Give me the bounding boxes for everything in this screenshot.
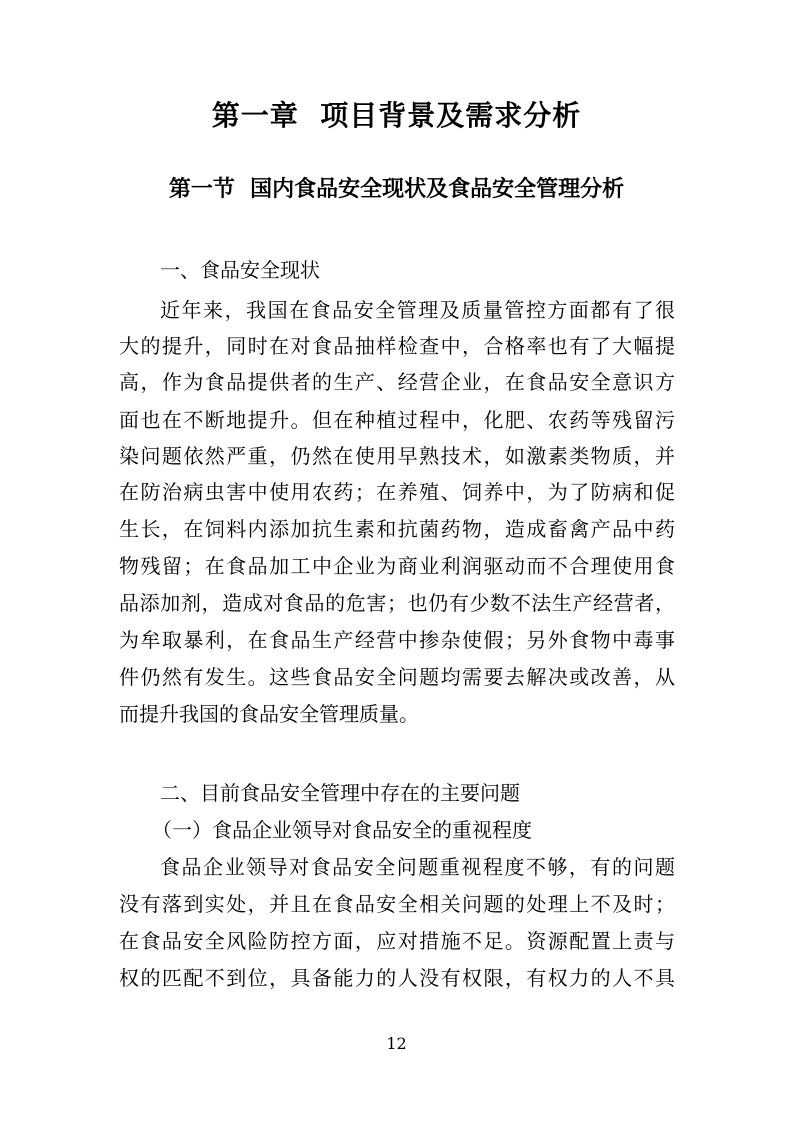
paragraph-line: 在食品安全风险防控方面，应对措施不足。资源配置上责与 xyxy=(119,929,675,953)
chapter-title: 第一章 项目背景及需求分析 xyxy=(211,99,582,132)
section-title: 第一节 国内食品安全现状及食品安全管理分析 xyxy=(168,177,625,202)
paragraph-line: 为牟取暴利，在食品生产经营中掺杂使假；另外食物中毒事 xyxy=(119,628,675,652)
paragraph-line: 面也在不断地提升。但在种植过程中，化肥、农药等残留污 xyxy=(119,408,675,432)
part2-heading: 二、目前食品安全管理中存在的主要问题 xyxy=(160,781,520,805)
paragraph-line: 而提升我国的食品安全管理质量。 xyxy=(119,702,419,726)
paragraph-line: 高，作为食品提供者的生产、经营企业，在食品安全意识方 xyxy=(119,370,675,394)
paragraph-line: 件仍然有发生。这些食品安全问题均需要去解决或改善，从 xyxy=(119,665,675,689)
paragraph-line: 大的提升，同时在对食品抽样检查中，合格率也有了大幅提 xyxy=(119,334,675,358)
paragraph-line: 食品企业领导对食品安全问题重视程度不够，有的问题 xyxy=(160,855,675,879)
paragraph-line: 近年来，我国在食品安全管理及质量管控方面都有了很 xyxy=(160,298,675,322)
paragraph-line: 权的匹配不到位，具备能力的人没有权限，有权力的人不具 xyxy=(119,966,675,990)
page-number: 12 xyxy=(386,1034,407,1053)
paragraph-line: 生长，在饲料内添加抗生素和抗菌药物，造成畜禽产品中药 xyxy=(119,517,675,541)
part2-subheading: （一）食品企业领导对食品安全的重视程度 xyxy=(152,818,532,842)
paragraph-line: 物残留；在食品加工中企业为商业利润驱动而不合理使用食 xyxy=(119,554,675,578)
paragraph-line: 在防治病虫害中使用农药；在养殖、饲养中，为了防病和促 xyxy=(119,480,675,504)
paragraph-line: 染问题依然严重，仍然在使用早熟技术，如激素类物质，并 xyxy=(119,444,675,468)
paragraph-line: 没有落到实处，并且在食品安全相关问题的处理上不及时； xyxy=(119,892,675,916)
part1-heading: 一、食品安全现状 xyxy=(160,258,320,282)
paragraph-line: 品添加剂，造成对食品的危害；也仍有少数不法生产经营者， xyxy=(119,591,675,615)
